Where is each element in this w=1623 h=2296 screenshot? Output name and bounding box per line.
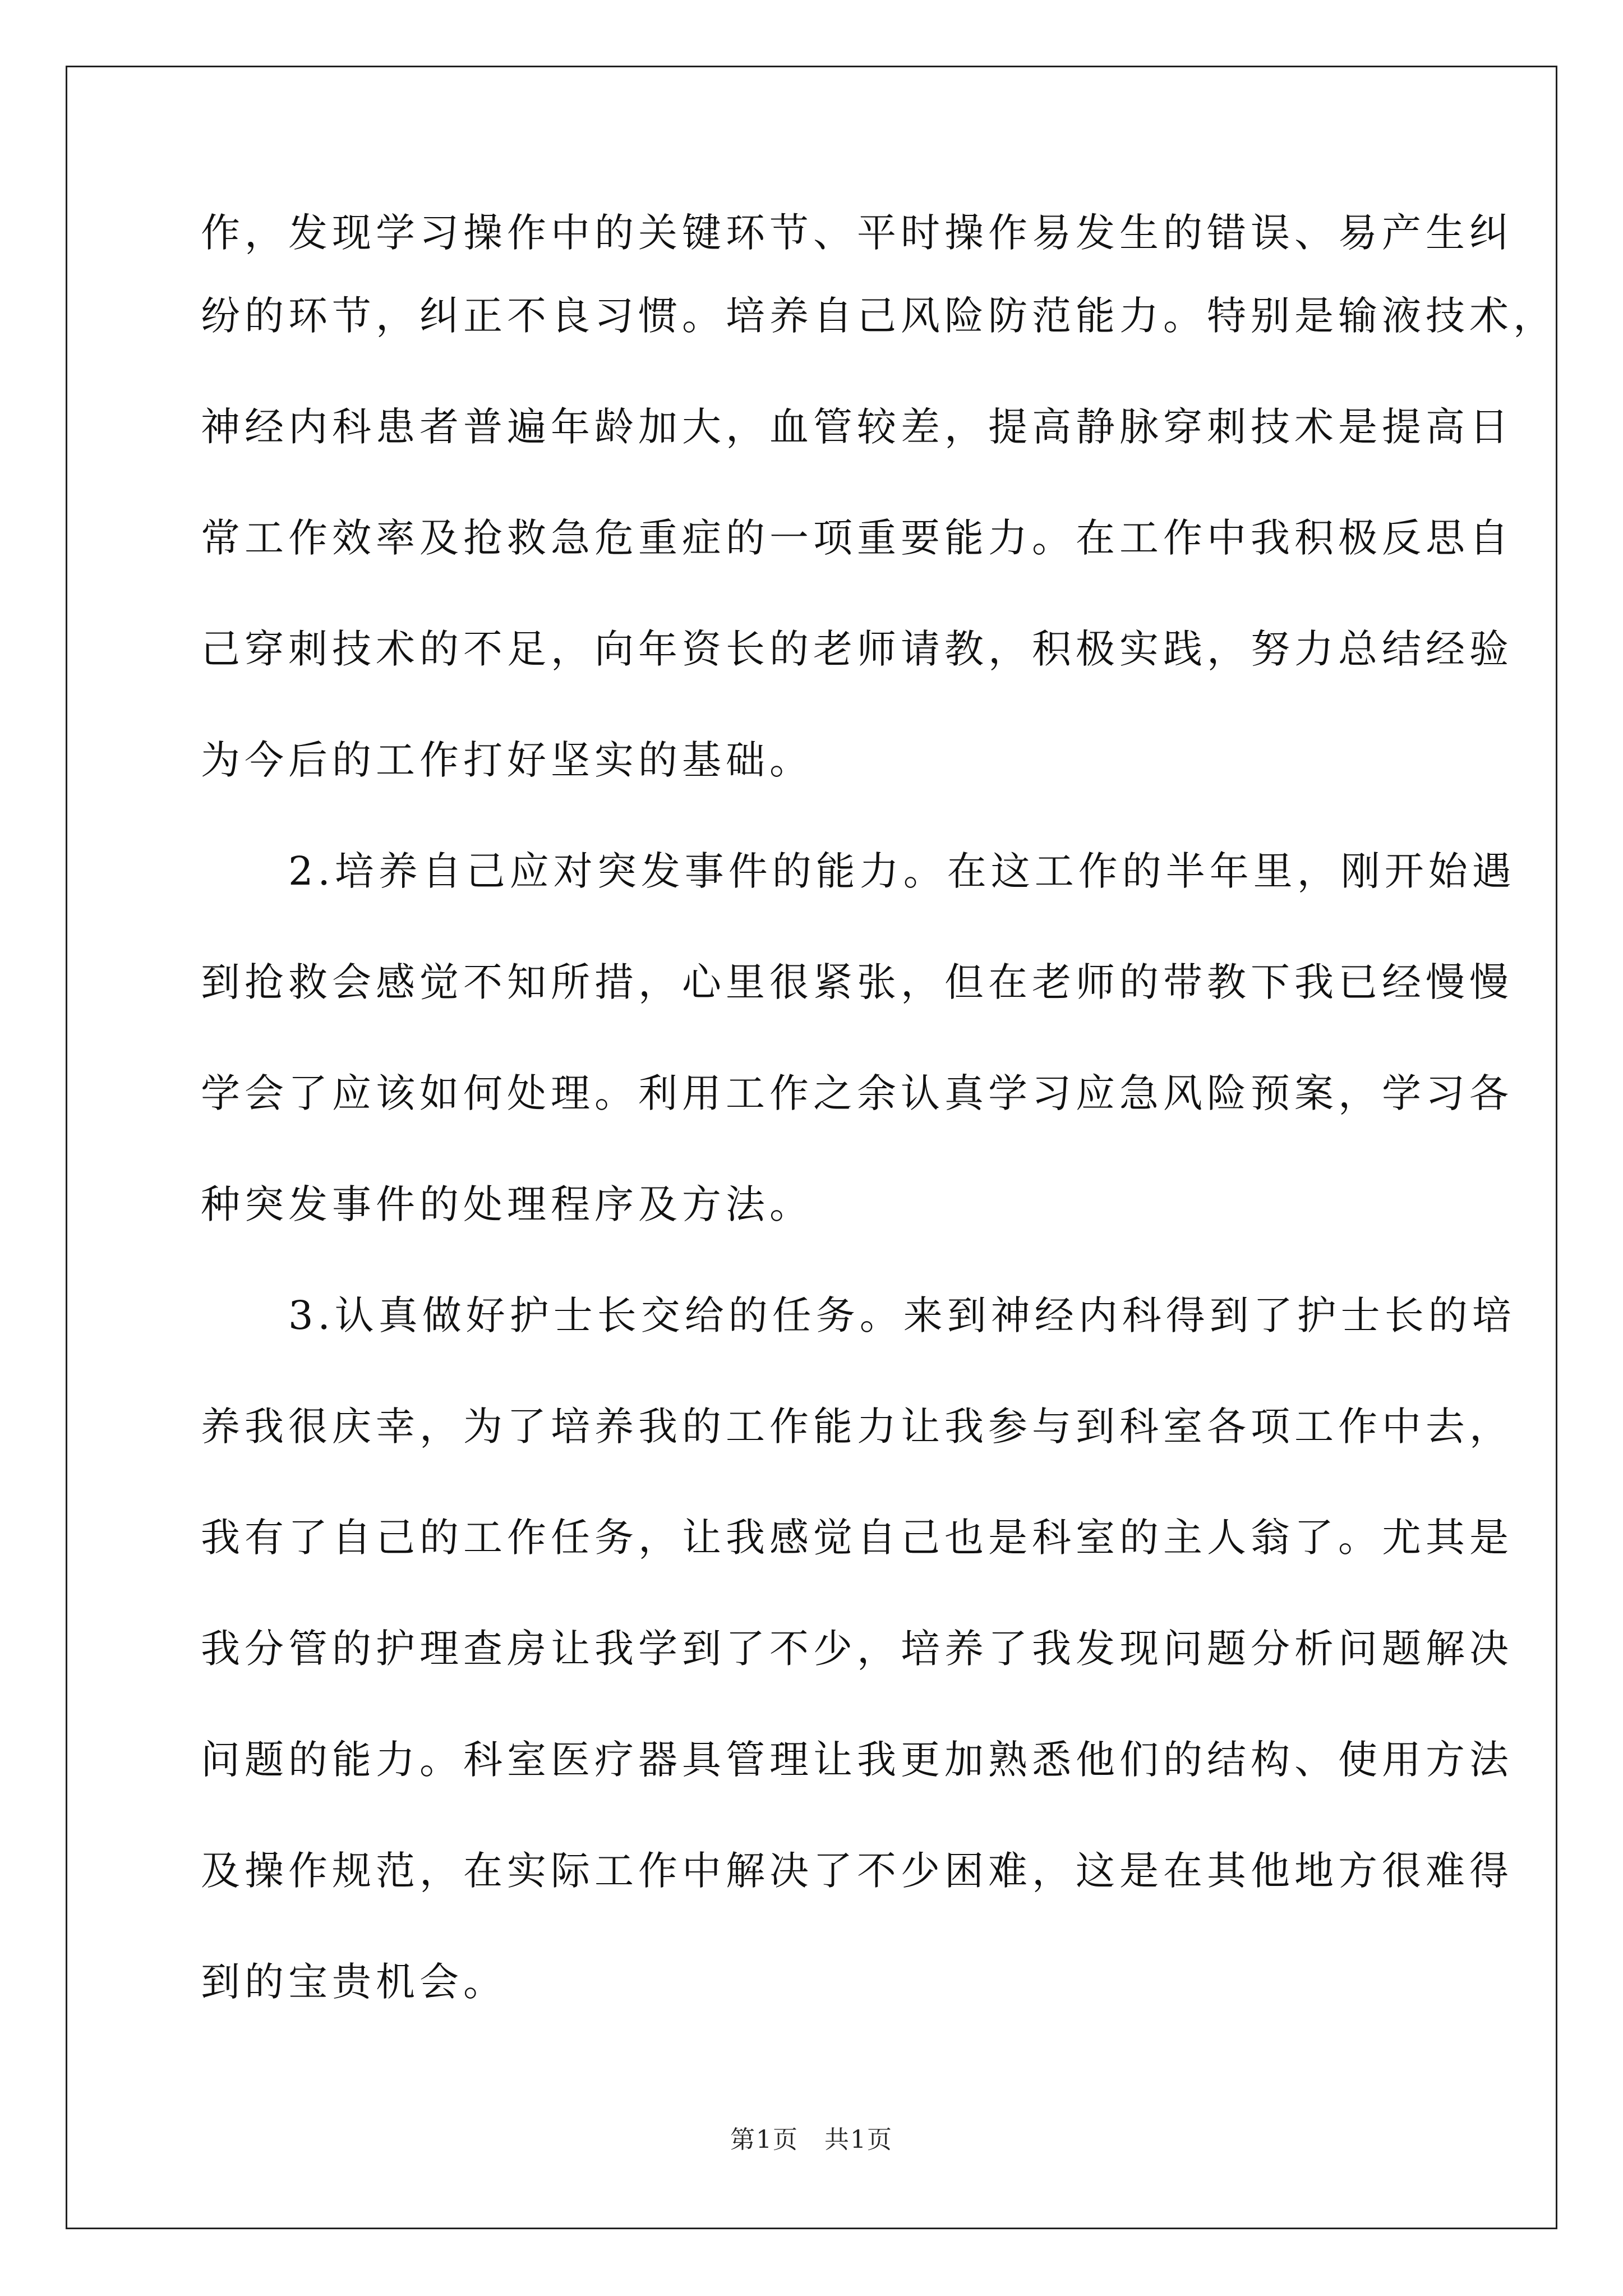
text-line: 学会了应该如何处理。利用工作之余认真学习应急风险预案，学习各 [201,1070,1513,1116]
text-line: 为今后的工作打好坚实的基础。 [201,737,813,783]
text-line: 我有了自己的工作任务，让我感觉自己也是科室的主人翁了。尤其是 [201,1515,1513,1561]
text-line: 2.培养自己应对突发事件的能力。在这工作的半年里，刚开始遇 [201,848,1516,894]
text-line: 我分管的护理查房让我学到了不少，培养了我发现问题分析问题解决 [201,1626,1513,1672]
text-line: 神经内科患者普遍年龄加大，血管较差，提高静脉穿刺技术是提高日 [201,404,1513,450]
text-line: 3.认真做好护士长交给的任务。来到神经内科得到了护士长的培 [201,1292,1516,1338]
text-line: 种突发事件的处理程序及方法。 [201,1181,813,1227]
text-line: 问题的能力。科室医疗器具管理让我更加熟悉他们的结构、使用方法 [201,1737,1513,1783]
text-line: 常工作效率及抢救急危重症的一项重要能力。在工作中我积极反思自 [201,515,1513,561]
text-line: 到抢救会感觉不知所措，心里很紧张，但在老师的带教下我已经慢慢 [201,959,1513,1005]
text-line: 及操作规范，在实际工作中解决了不少困难，这是在其他地方很难得 [201,1848,1513,1894]
text-line: 纷的环节，纠正不良习惯。培养自己风险防范能力。特别是输液技术， [201,293,1557,339]
text-line: 到的宝贵机会。 [201,1959,507,2005]
document-body [201,205,1557,2037]
page-number-footer: 第1页 共1页 [730,2125,893,2154]
text-line: 己穿刺技术的不足，向年资长的老师请教，积极实践，努力总结经验 [201,626,1513,672]
text-line: 作，发现学习操作中的关键环节、平时操作易发生的错误、易产生纠 [201,210,1513,256]
text-line: 养我很庆幸，为了培养我的工作能力让我参与到科室各项工作中去， [201,1404,1513,1450]
